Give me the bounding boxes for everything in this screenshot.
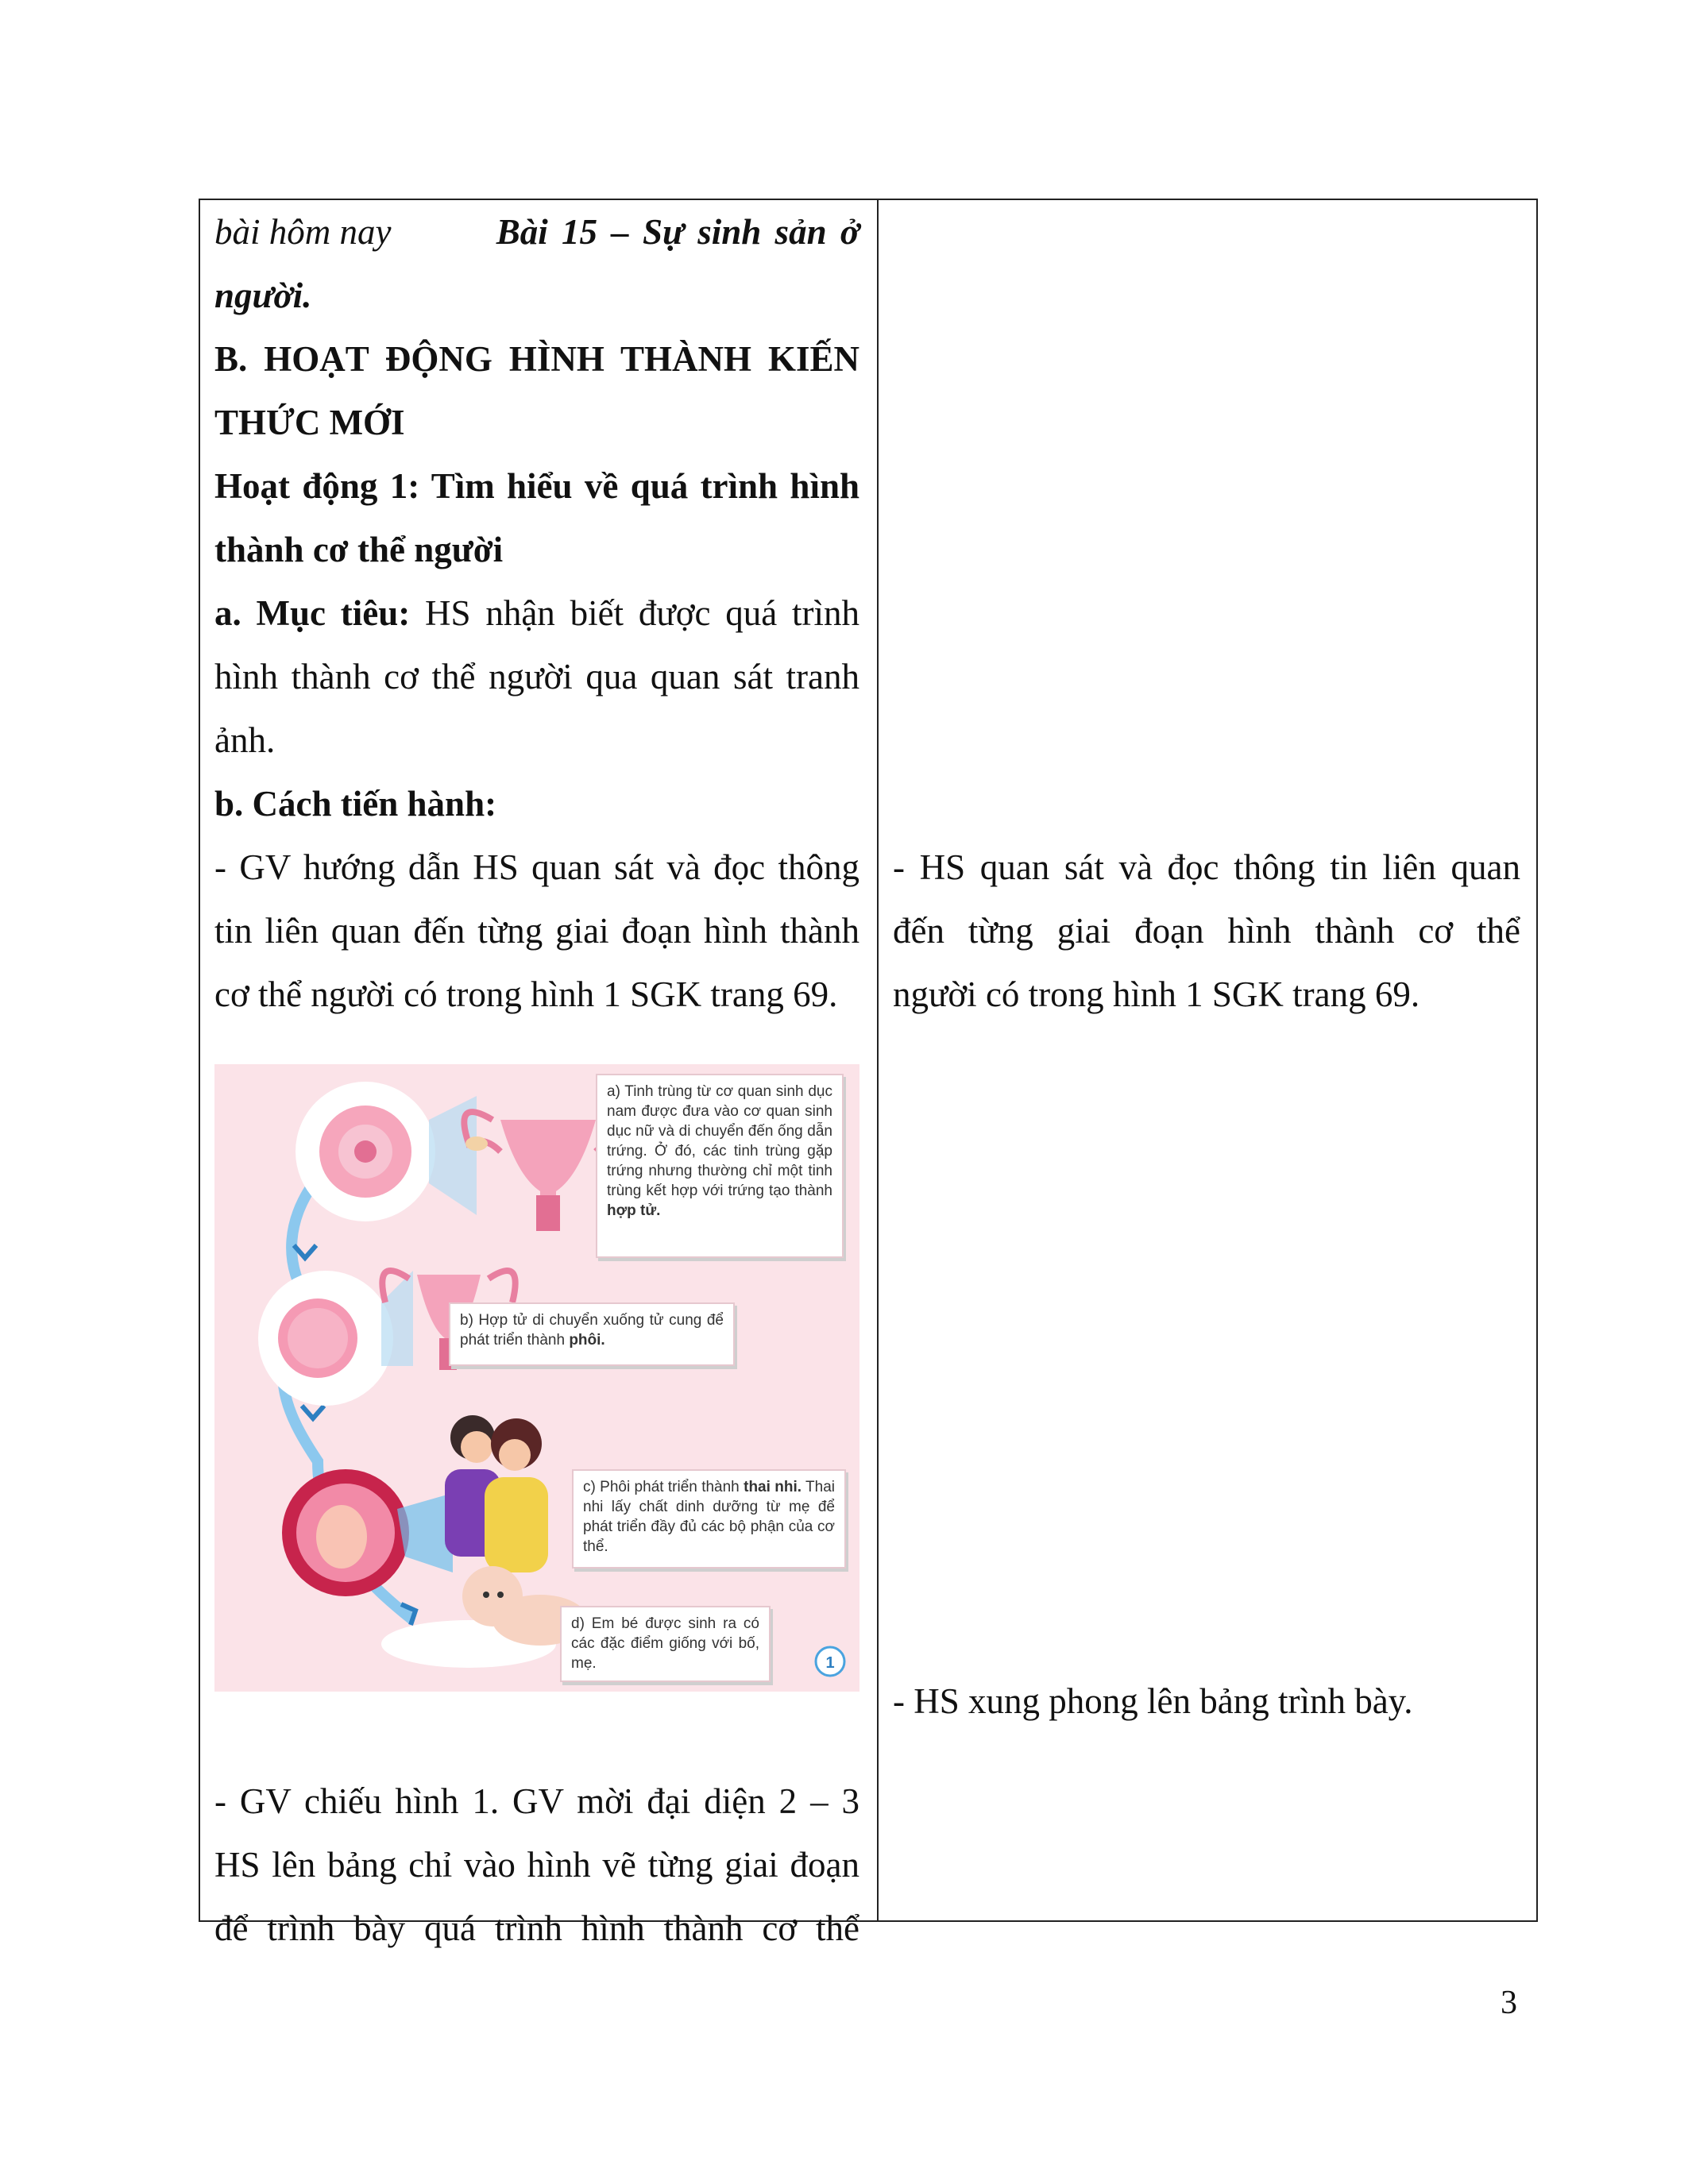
intro-paragraph xyxy=(214,200,859,264)
intro-text: bài hôm nay xyxy=(214,212,392,252)
lesson-table xyxy=(199,199,1538,1948)
step2-line2: HS lên bảng chỉ vào hình vẽ từng giai đoạn xyxy=(214,1845,859,1885)
section-heading: B. HOẠT ĐỘNG HÌNH THÀNH KIẾN xyxy=(214,339,859,379)
activity-title-cont: thành cơ thể người xyxy=(214,530,504,569)
section-heading-cont: THỨC MỚI xyxy=(214,403,405,442)
goal-text-line3: ảnh. xyxy=(214,720,276,760)
student-column xyxy=(878,199,1537,1921)
caption-d: d) Em bé được sinh ra có các đặc điểm giống với bố, mẹ. xyxy=(560,1606,771,1682)
response1-line1: - HS quan sát và đọc thông tin liên quan xyxy=(893,847,1520,887)
step2-line3: để trình bày quá trình hình thành cơ thể xyxy=(214,1908,859,1948)
response1-line3: người có trong hình 1 SGK trang 69. xyxy=(893,974,1420,1014)
parents-illustration xyxy=(445,1415,548,1572)
goal-text-line2: hình thành cơ thể người qua quan sát tranh xyxy=(214,657,859,696)
figure-number: 1 xyxy=(825,1654,835,1672)
teacher-column xyxy=(199,199,878,1948)
caption-c: c) Phôi phát triển thành thai nhi. Thai nhi lấy chất dinh dưỡng từ mẹ để phát triển đầy đủ các bộ phận của cơ thể. xyxy=(572,1469,846,1569)
step1-line1: - GV hướng dẫn HS quan sát và đọc thông xyxy=(214,847,859,887)
figure-1 xyxy=(214,1064,859,1692)
page-number: 3 xyxy=(1501,1985,1517,2021)
goal-text: HS nhận biết được quá trình xyxy=(425,593,859,633)
response1-line2: đến từng giai đoạn hình thành cơ thể xyxy=(893,911,1520,951)
activity-title: Hoạt động 1: Tìm hiểu về quá trình hình xyxy=(214,466,859,506)
response2: - HS xung phong lên bảng trình bày. xyxy=(893,1681,1413,1721)
step1-line3: cơ thể người có trong hình 1 SGK trang 69. xyxy=(214,974,838,1014)
caption-b: b) Hợp tử di chuyển xuống tử cung để phát triển thành phôi. xyxy=(449,1302,735,1366)
lesson-title-cont: người. xyxy=(214,276,312,315)
lesson-title: Bài 15 – Sự sinh sản ở xyxy=(496,212,859,252)
step2-line1: - GV chiếu hình 1. GV mời đại diện 2 – 3 xyxy=(214,1781,859,1821)
goal-paragraph xyxy=(214,581,859,645)
steps-label: b. Cách tiến hành: xyxy=(214,784,497,824)
caption-a: a) Tinh trùng từ cơ quan sinh dục nam được đưa vào cơ quan sinh dục nữ và di chuyển đến ống dẫn trứng. Ở đó, các tinh trùng gặp trứng nhưng thường chỉ một tinh trùng kết hợp với trứng tạo thành hợp tử. xyxy=(596,1074,844,1258)
goal-label: a. Mục tiêu: xyxy=(214,593,411,633)
step1-line2: tin liên quan đến từng giai đoạn hình thành xyxy=(214,911,859,951)
